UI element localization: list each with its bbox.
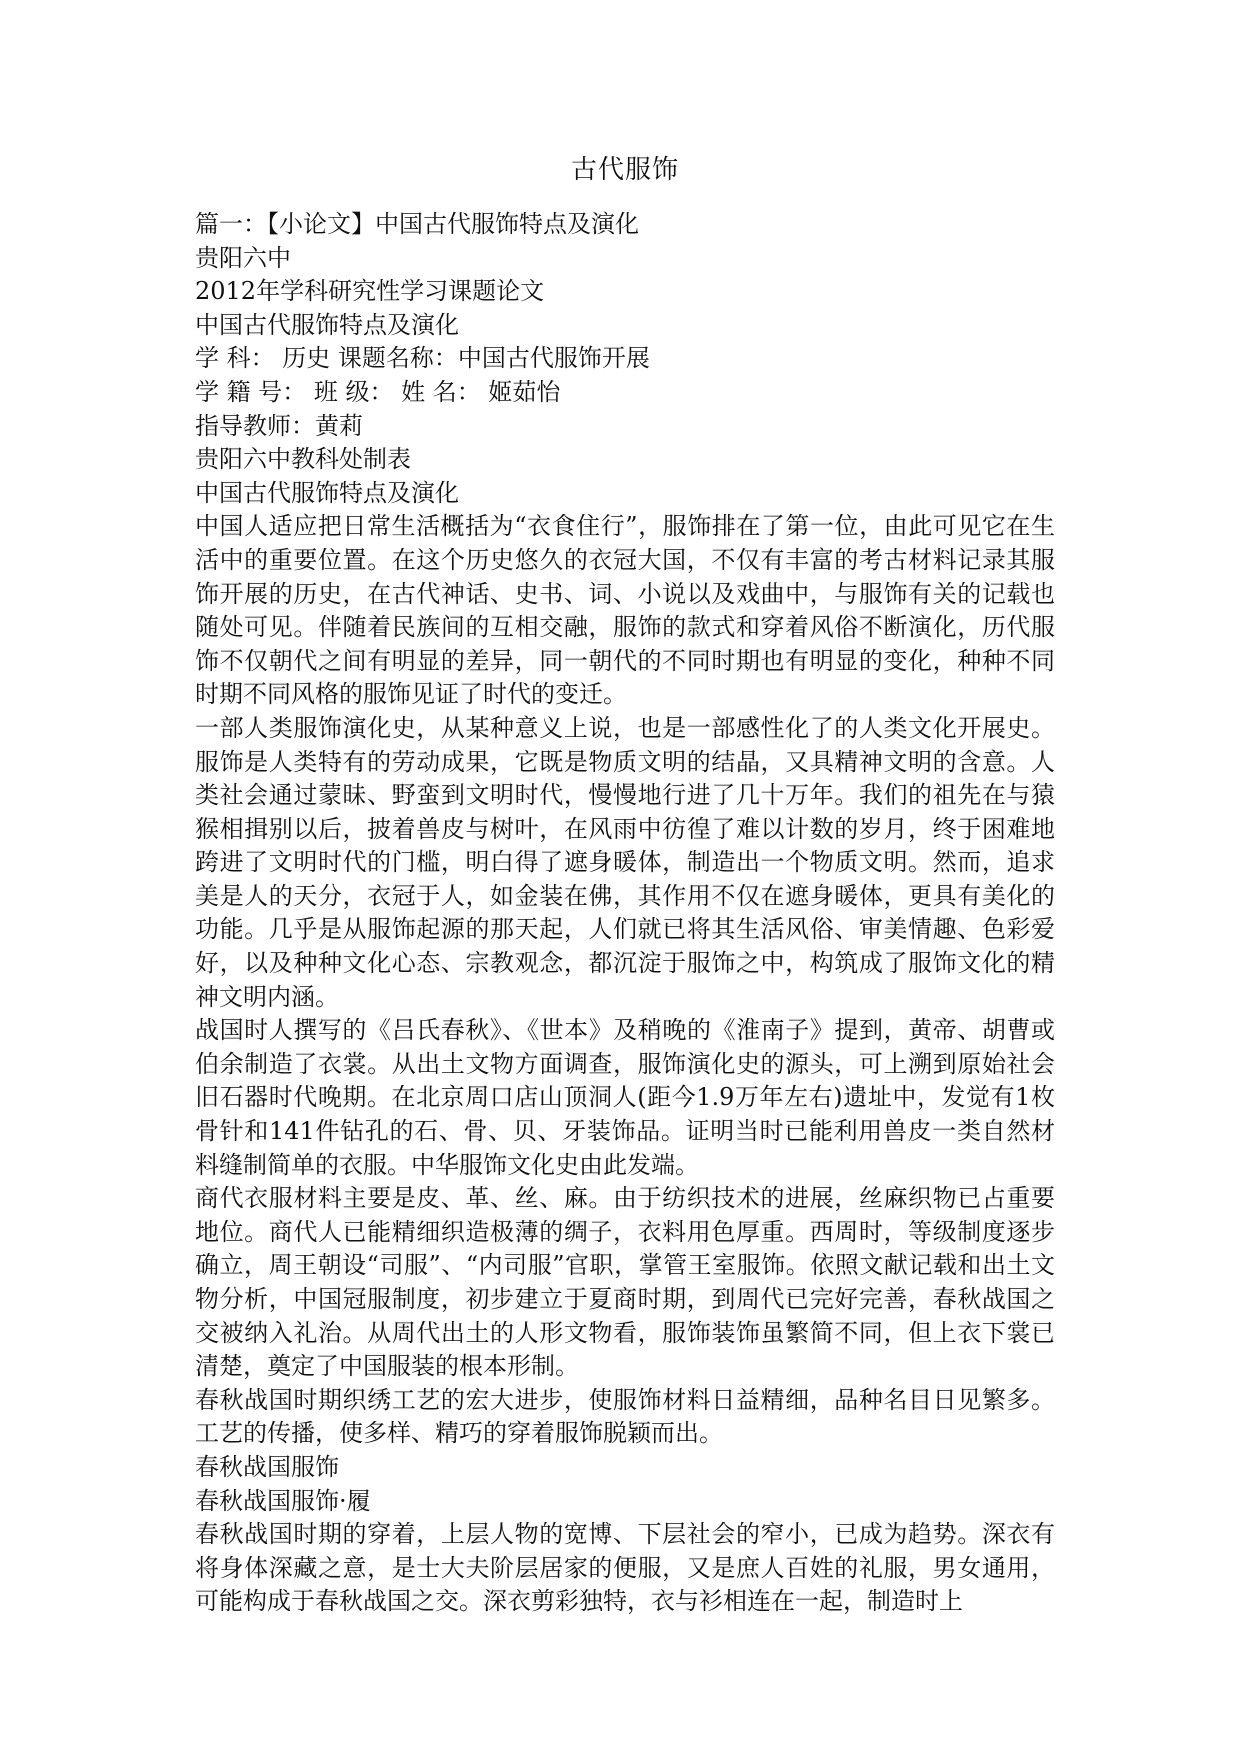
body-paragraph: 春秋战国时期织绣工艺的宏大进步，使服饰材料日益精细，品种名目日见繁多。工艺的传播，使多样、精巧的穿着服饰脱颖而出。 [195, 1385, 1055, 1448]
body-paragraph: 春秋战国时期的穿着，上层人物的宽博、下层社会的窄小，已成为趋势。深衣有将身体深藏之意，是士大夫阶层居家的便服，又是庶人百姓的礼服，男女通用，可能构成于春秋战国之交。深衣剪彩独特，衣与衫相连在一起，制造时上 [195, 1520, 1055, 1616]
subsection-heading: 春秋战国服饰·履 [195, 1486, 371, 1515]
school-name: 贵阳六中 [195, 243, 291, 272]
teacher-line: 指导教师：黄莉 [195, 411, 363, 440]
body-paragraph: 战国时人撰写的《吕氏春秋》、《世本》及稍晚的《淮南子》提到，黄帝、胡曹或伯余制造了衣裳。从出土文物方面调查，服饰演化史的源头，可上溯到原始社会旧石器时代晚期。在北京周口店山顶洞人(距今1.9万年左右)遗址中，发觉有1枚骨针和141件钻孔的石、骨、贝、牙装饰品。证明当时已能利用兽皮一类自然材料缝制简单的衣服。中华服饰文化史由此发端。 [195, 1016, 1055, 1179]
section-heading: 篇一：【小论文】中国古代服饰特点及演化 [195, 210, 639, 238]
body-paragraph: 一部人类服饰演化史，从某种意义上说，也是一部感性化了的人类文化开展史。服饰是人类特有的劳动成果，它既是物质文明的结晶，又具精神文明的含意。人类社会通过蒙昧、野蛮到文明时代，慢慢地行进了几十万年。我们的祖先在与猿猴相揖别以后，披着兽皮与树叶，在风雨中彷徨了难以计数的岁月，终于困难地跨进了文明时代的门槛，明白得了遮身暖体，制造出一个物质文明。然而，追求美是人的天分，衣冠于人，如金装在佛，其作用不仅在遮身暖体，更具有美化的功能。几乎是从服饰起源的那天起，人们就已将其生活风俗、审美情趣、色彩爱好，以及种种文化心态、宗教观念，都沉淀于服饰之中，构筑成了服饰文化的精神文明内涵。 [195, 713, 1055, 1011]
document-title: 古代服饰 [570, 155, 679, 185]
header-block [195, 208, 1055, 510]
document-page [195, 150, 1055, 1619]
body-text [195, 510, 1055, 1619]
subject-line: 学 科： 历史 课题名称：中国古代服饰开展 [195, 344, 650, 373]
body-title: 中国古代服饰特点及演化 [195, 478, 459, 507]
body-paragraph: 中国人适应把日常生活概括为“衣食住行”，服饰排在了第一位，由此可见它在生活中的重要位置。在这个历史悠久的衣冠大国，不仅有丰富的考古材料记录其服饰开展的历史，在古代神话、史书、词、小说以及戏曲中，与服饰有关的记载也随处可见。伴随着民族间的互相交融，服饰的款式和穿着风俗不断演化，历代服饰不仅朝代之间有明显的差异，同一朝代的不同时期也有明显的变化，种种不同时期不同风格的服饰见证了时代的变迁。 [195, 512, 1055, 709]
body-paragraph: 商代衣服材料主要是皮、革、丝、麻。由于纺织技术的进展，丝麻织物已占重要地位。商代人已能精细织造极薄的绸子，衣料用色厚重。西周时，等级制度逐步确立，周王朝设“司服”、“内司服”官职，掌管王室服饰。依照文献记载和出土文物分析，中国冠服制度，初步建立于夏商时期，到周代已完好完善，春秋战国之交被纳入礼治。从周代出土的人形文物看，服饰装饰虽繁简不同，但上衣下裳已清楚，奠定了中国服装的根本形制。 [195, 1184, 1055, 1381]
paper-title: 中国古代服饰特点及演化 [195, 310, 459, 339]
student-info-line: 学 籍 号： 班 级： 姓 名： 姬茹怡 [195, 377, 561, 406]
form-issuer-line: 贵阳六中教科处制表 [195, 445, 411, 474]
subsection-heading: 春秋战国服饰 [195, 1452, 339, 1481]
paper-type: 2012年学科研究性学习课题论文 [195, 277, 545, 306]
